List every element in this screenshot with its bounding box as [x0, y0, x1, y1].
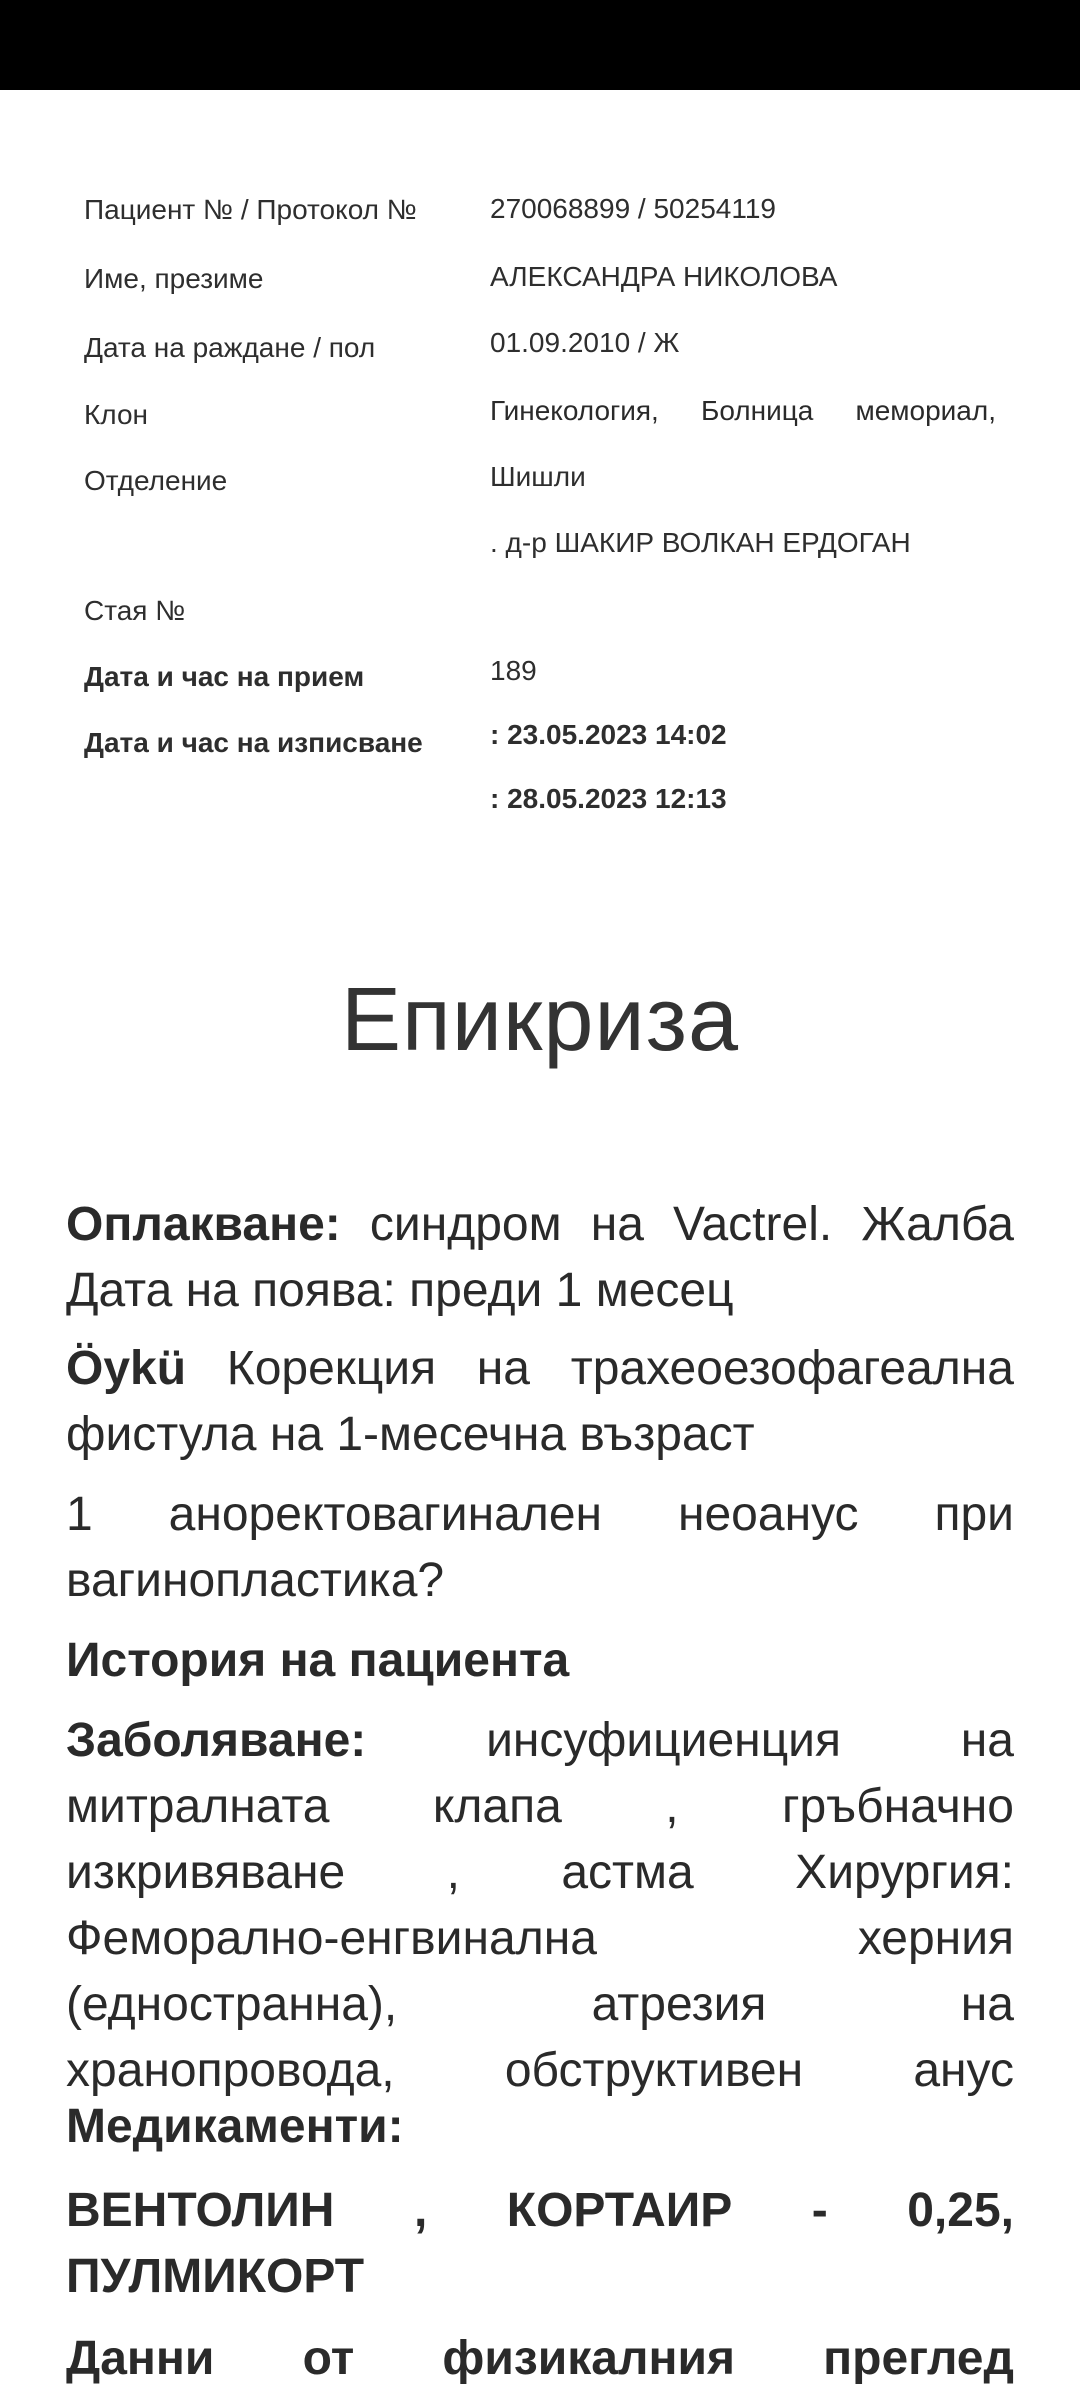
text-word: обструктивен	[504, 2044, 804, 2097]
exam-line	[66, 2326, 1014, 2392]
label-patient-protocol: Пациент № / Протокол №	[84, 194, 417, 225]
text-word: на	[960, 1714, 1014, 1767]
text-word: при	[934, 1488, 1014, 1541]
disease-line4	[66, 1906, 1014, 1972]
text-word: синдром	[369, 1198, 562, 1251]
neoanus-section	[66, 1482, 1014, 1614]
medications-section	[66, 2178, 1014, 2310]
text-word: изкривяване	[66, 1846, 346, 1899]
neoanus-line	[66, 1482, 1014, 1548]
complaint-line	[66, 1192, 1014, 1258]
text-word: 1	[66, 1488, 93, 1541]
neoanus-line2: вагинопластика?	[66, 1554, 445, 1607]
medications-line2: ПУЛМИКОРТ	[66, 2250, 365, 2303]
history-line	[66, 1336, 1014, 1402]
text-word: митралната	[66, 1780, 330, 1833]
text-word: ,	[413, 2184, 428, 2237]
label-department: Отделение	[84, 465, 228, 496]
text-word: трахеоезофагеална	[570, 1342, 1014, 1395]
text-word: преглед	[823, 2332, 1014, 2385]
medications-line1	[66, 2178, 1014, 2244]
complaint-line2: Дата на поява: преди 1 месец	[66, 1264, 734, 1317]
value-patient-protocol: 270068899 / 50254119	[490, 193, 776, 224]
label-admission: Дата и час на прием	[84, 661, 365, 692]
label-name: Име, презиме	[84, 263, 264, 294]
complaint-label: Оплакване:	[66, 1198, 341, 1251]
text-word: атрезия	[591, 1978, 767, 2031]
value-doctor: . д-р ШАКИР ВОЛКАН ЕРДОГАН	[490, 527, 911, 558]
value-branch-line2: Шишли	[490, 461, 586, 492]
complaint-section	[66, 1192, 1014, 1324]
patient-history-heading: История на пациента	[66, 1634, 570, 1687]
text-word: астма	[561, 1846, 694, 1899]
value-admission: : 23.05.2023 14:02	[490, 719, 727, 750]
value-birth-gender: 01.09.2010 / Ж	[490, 327, 680, 358]
value-name: АЛЕКСАНДРА НИКОЛОВА	[490, 261, 838, 292]
text-word: анус	[913, 2044, 1014, 2097]
value-room: 189	[490, 655, 537, 686]
status-bar	[0, 0, 1080, 90]
text-word: ,	[665, 1780, 679, 1833]
text-word: 0,25,	[907, 2184, 1014, 2237]
disease-section	[66, 1708, 1014, 2104]
label-birth-gender: Дата на раждане / пол	[84, 332, 376, 363]
text-word: от	[302, 2332, 355, 2385]
history-label: Öykü	[66, 1342, 187, 1395]
text-word: хранопровода,	[66, 2044, 395, 2097]
text-word: ВЕНТОЛИН	[66, 2184, 335, 2237]
medications-label: Медикаменти:	[66, 2100, 404, 2153]
text-word: клапа	[432, 1780, 562, 1833]
text-word: Хирургия:	[795, 1846, 1014, 1899]
disease-line1	[66, 1708, 1014, 1774]
branch-word: Гинекология,	[490, 395, 659, 426]
text-word: -	[811, 2184, 828, 2237]
text-word: КОРТАИР	[506, 2184, 733, 2237]
history-section	[66, 1336, 1014, 1468]
text-word: физикалния	[442, 2332, 735, 2385]
text-word: инсуфициенция	[486, 1714, 841, 1767]
text-word: Данни	[66, 2332, 215, 2385]
value-branch	[490, 394, 996, 428]
text-word: на	[590, 1198, 644, 1251]
label-branch: Клон	[84, 399, 148, 430]
text-word: неоанус	[677, 1488, 859, 1541]
disease-line3	[66, 1840, 1014, 1906]
disease-line5	[66, 1972, 1014, 2038]
branch-word: Болница	[700, 395, 814, 426]
branch-word: мемориал,	[855, 395, 996, 426]
text-word: херния	[857, 1912, 1014, 1965]
text-word: (едностранна),	[66, 1978, 398, 2031]
text-word: аноректовагинален	[168, 1488, 603, 1541]
value-discharge: : 28.05.2023 12:13	[490, 783, 727, 814]
text-word: Vactrel.	[673, 1198, 833, 1251]
exam-section	[66, 2326, 1014, 2392]
text-word: Жалба	[861, 1198, 1014, 1251]
text-word: Корекция	[226, 1342, 437, 1395]
text-word: на	[960, 1978, 1014, 2031]
label-discharge: Дата и час на изписване	[84, 727, 423, 758]
disease-label: Заболяване:	[66, 1714, 367, 1767]
text-word: ,	[446, 1846, 460, 1899]
text-word: гръбначно	[781, 1780, 1014, 1833]
text-word: на	[476, 1342, 530, 1395]
text-word: Феморално-енгвинална	[66, 1912, 597, 1965]
history-line2: фистула на 1-месечна възраст	[66, 1408, 755, 1461]
disease-line2	[66, 1774, 1014, 1840]
label-room: Стая №	[84, 595, 186, 626]
document-title: Епикриза	[340, 970, 740, 1070]
